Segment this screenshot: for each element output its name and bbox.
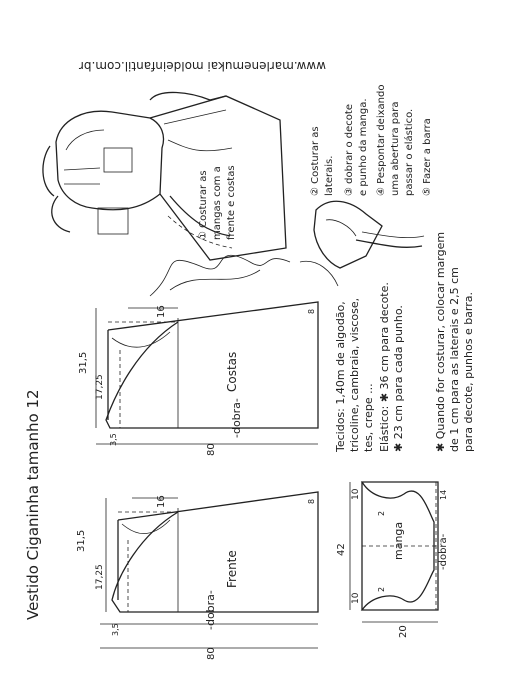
front-dim-armhole-inner: 17,25 bbox=[95, 564, 105, 590]
page-title: Vestido Ciganinha tamanho 12 bbox=[24, 389, 42, 620]
back-dim-side-small: 8 bbox=[307, 308, 316, 314]
step-1-line-1: ① Costurar as bbox=[198, 170, 209, 240]
sleeve-dim-width: 20 bbox=[398, 625, 409, 638]
step-3-line-2: e punho da manga. bbox=[358, 98, 369, 196]
sleeve-piece-name: manga bbox=[392, 521, 405, 560]
step-5-line-1: ⑤ Fazer a barra bbox=[422, 118, 433, 196]
step-1-note bbox=[198, 165, 237, 240]
seam-line-2: de 1 cm para as laterais e 2,5 cm bbox=[448, 267, 461, 452]
sleeve-dim-bottom: 10 bbox=[351, 488, 361, 500]
back-dim-armhole-inner: 17,25 bbox=[95, 374, 105, 400]
front-piece-name: Frente bbox=[225, 550, 239, 588]
materials-line-3: tes, crepe ... bbox=[362, 383, 375, 452]
back-piece-name: Costas bbox=[225, 351, 239, 392]
step-4-line-2: uma abertura para bbox=[390, 101, 401, 196]
front-fold-label: -dobra- bbox=[204, 590, 217, 630]
front-dim-side-small: 8 bbox=[307, 498, 316, 504]
back-dim-width: 16 bbox=[156, 305, 167, 318]
sleeve-dim-length: 42 bbox=[336, 543, 347, 556]
sleeve-dim-top: 10 bbox=[351, 592, 361, 604]
website-url: www.marlenemukai moldeinfantil.com.br bbox=[78, 59, 326, 73]
seam-line-1: ✱ Quando for costurar, colocar margem bbox=[434, 231, 447, 452]
sleeve-dim-small-b: 2 bbox=[377, 586, 386, 592]
sleeve-fold-label: -dobra- bbox=[438, 533, 449, 570]
sleeve-dim-small-a: 2 bbox=[377, 510, 386, 516]
step-4-line-3: passar o elástico. bbox=[404, 108, 415, 196]
step-4-line-1: ④ Pespontar deixando bbox=[376, 84, 387, 196]
sleeve-dim-small-c: 14 bbox=[439, 489, 448, 500]
back-dim-neck-small: 3,5 bbox=[109, 433, 118, 446]
back-dim-length: 80 bbox=[206, 443, 217, 456]
front-dim-armhole: 31,5 bbox=[76, 529, 87, 552]
signature-text: Marlene Mukai bbox=[223, 224, 233, 290]
materials-line-2: tricoline, cambraia, viscose, bbox=[348, 297, 361, 452]
step-3-line-1: ③ dobrar o decote bbox=[344, 104, 355, 196]
step-2-line-1: ② Costurar as bbox=[310, 126, 321, 196]
materials-line-4: Elástico: ✱ 36 cm para decote. bbox=[378, 282, 391, 452]
back-dim-armhole: 31,5 bbox=[78, 351, 89, 374]
seam-line-3: para decote, punhos e barra. bbox=[462, 291, 475, 452]
front-dim-neck-small: 3,5 bbox=[111, 623, 120, 636]
materials-line-1: Tecidos: 1,40m de algodão, bbox=[334, 301, 347, 452]
step-2-line-2: laterais. bbox=[324, 155, 335, 196]
front-dim-length: 80 bbox=[206, 647, 217, 660]
step-1-line-2: mangas com a bbox=[212, 166, 223, 240]
step-1-line-3: frente e costas bbox=[226, 165, 237, 240]
back-fold-label: -dobra- bbox=[230, 398, 243, 438]
materials-line-5: ✱ 23 cm para cada punho. bbox=[392, 305, 405, 452]
front-dim-width: 16 bbox=[156, 495, 167, 508]
